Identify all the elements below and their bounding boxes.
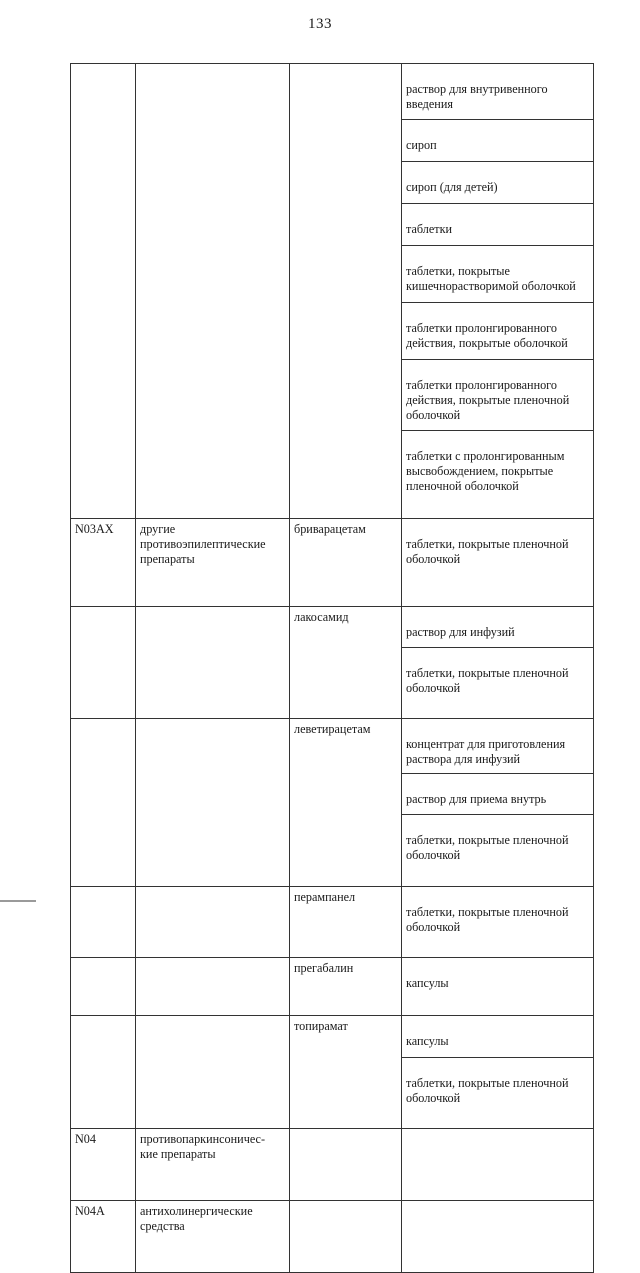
- dosage-form: таблетки, покрытые пленочной оболочкой: [406, 833, 569, 862]
- atc-code-cell: N04A: [71, 1201, 136, 1273]
- table-row: [71, 1201, 594, 1273]
- dosage-form: капсулы: [402, 1031, 593, 1058]
- table-row: [71, 1129, 594, 1201]
- dosage-form: [402, 1144, 593, 1185]
- table-row: [71, 519, 594, 607]
- drug-table: [70, 63, 594, 1273]
- dosage-form: [402, 1216, 593, 1257]
- drug-cell: [290, 1201, 402, 1273]
- atc-code-cell: [71, 958, 136, 1016]
- table-row: [71, 719, 594, 887]
- dosage-form: таблетки, покрытые пленочной оболочкой: [406, 1076, 569, 1105]
- dosage-forms-cell: [402, 887, 594, 958]
- dosage-form: раствор для инфузий: [402, 622, 593, 648]
- dosage-form: таблетки пролонгированного действия, покрытые пленочной оболочкой: [402, 375, 593, 431]
- drug-cell: лакосамид: [290, 607, 402, 719]
- dosage-form: таблетки, покрытые кишечнорастворимой оболочкой: [402, 261, 593, 303]
- page-number: 133: [308, 16, 332, 32]
- group-cell: [136, 607, 290, 719]
- drug-cell: перампанел: [290, 887, 402, 958]
- dosage-form: таблетки с пролонгированным высвобождением, покрытые пленочной оболочкой: [406, 449, 565, 493]
- dosage-forms-cell: [402, 1016, 594, 1129]
- table-row: [71, 1016, 594, 1129]
- group-cell: [136, 719, 290, 887]
- drug-cell: [290, 64, 402, 519]
- dosage-form: капсулы: [406, 976, 449, 990]
- dosage-forms-cell: [402, 958, 594, 1016]
- group-cell: другие противоэпилептические препараты: [136, 519, 290, 607]
- dosage-form: сироп (для детей): [402, 177, 593, 204]
- dosage-form: сироп: [402, 135, 593, 162]
- drug-cell: топирамат: [290, 1016, 402, 1129]
- group-cell: антихолинергические средства: [136, 1201, 290, 1273]
- dosage-forms-cell: [402, 1129, 594, 1201]
- atc-code-cell: N04: [71, 1129, 136, 1201]
- atc-code-cell: [71, 887, 136, 958]
- group-cell: [136, 64, 290, 519]
- group-cell: [136, 958, 290, 1016]
- table-row: [71, 958, 594, 1016]
- atc-code-cell: N03AX: [71, 519, 136, 607]
- dosage-forms-cell: [402, 1201, 594, 1273]
- atc-code-cell: [71, 719, 136, 887]
- group-cell: [136, 887, 290, 958]
- scan-edge-mark: [0, 900, 36, 902]
- dosage-form: раствор для внутривенного введения: [402, 79, 593, 120]
- table-row: [71, 887, 594, 958]
- drug-cell: леветирацетам: [290, 719, 402, 887]
- table-row: [71, 64, 594, 519]
- dosage-forms-cell: [402, 519, 594, 607]
- dosage-form: концентрат для приготовления раствора для инфузий: [402, 734, 593, 774]
- atc-code-cell: [71, 1016, 136, 1129]
- table-row: [71, 607, 594, 719]
- group-cell: [136, 1016, 290, 1129]
- dosage-form: таблетки, покрытые пленочной оболочкой: [406, 905, 569, 934]
- dosage-form: таблетки, покрытые пленочной оболочкой: [406, 666, 569, 695]
- group-cell: противопаркинсоничес- кие препараты: [136, 1129, 290, 1201]
- drug-cell: прегабалин: [290, 958, 402, 1016]
- dosage-forms-cell: [402, 607, 594, 719]
- atc-code-cell: [71, 64, 136, 519]
- drug-cell: бриварацетам: [290, 519, 402, 607]
- atc-code-cell: [71, 607, 136, 719]
- drug-cell: [290, 1129, 402, 1201]
- dosage-forms-cell: [402, 64, 594, 519]
- dosage-form: таблетки: [402, 219, 593, 246]
- dosage-forms-cell: [402, 719, 594, 887]
- dosage-form: таблетки пролонгированного действия, покрытые оболочкой: [402, 318, 593, 360]
- dosage-form: таблетки, покрытые пленочной оболочкой: [406, 537, 569, 566]
- dosage-form: раствор для приема внутрь: [402, 789, 593, 815]
